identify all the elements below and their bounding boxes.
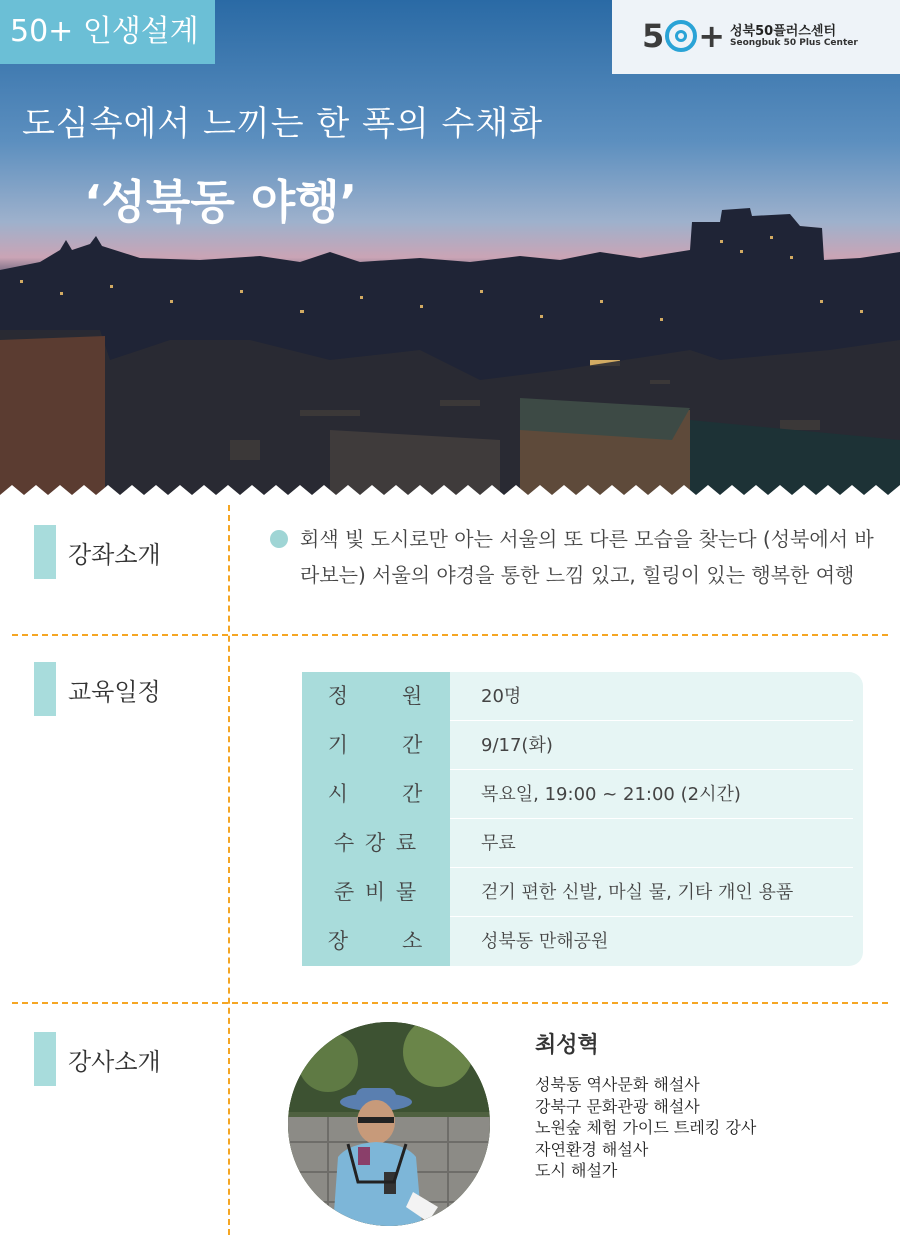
row-key: 수 강 료 <box>302 819 450 868</box>
row-key: 정 원 <box>302 672 450 721</box>
table-row <box>302 917 863 966</box>
bullet-icon <box>270 530 288 548</box>
list-item: 도시 해설가 <box>535 1161 618 1180</box>
target-icon <box>665 20 697 52</box>
table-row <box>302 819 863 868</box>
list-item: 강북구 문화관광 해설사 <box>535 1096 700 1116</box>
instructor-roles <box>535 1074 756 1182</box>
intro-text-block <box>270 521 890 593</box>
logo-mark: 5 + <box>642 17 726 55</box>
row-value: 무료 <box>481 833 516 854</box>
list-item: 성북동 역사문화 해설사 <box>535 1075 700 1094</box>
logo-subtitle: Seongbuk 50 Plus Center <box>730 38 858 48</box>
section-divider <box>12 634 888 636</box>
row-key: 시 간 <box>302 770 450 819</box>
section-label-text: 강좌소개 <box>68 541 161 569</box>
instructor-photo <box>288 1022 490 1226</box>
schedule-table <box>302 672 863 966</box>
label-bar <box>34 525 56 579</box>
logo-title: 성북50플러스센터 <box>730 24 836 39</box>
list-item: 노원숲 체험 가이드 트레킹 강사 <box>535 1118 757 1137</box>
table-row <box>302 770 863 819</box>
row-key: 준 비 물 <box>302 868 450 917</box>
hero-banner <box>0 0 900 505</box>
row-value: 걷기 편한 신발, 마실 물, 기타 개인 용품 <box>481 882 794 903</box>
section-label-text: 강사소개 <box>68 1048 161 1076</box>
table-row <box>302 868 863 917</box>
row-value: 20명 <box>481 686 522 707</box>
instructor-name: 최성혁 <box>535 1033 599 1058</box>
row-key: 장 소 <box>302 917 450 966</box>
page-title: 도심속에서 느끼는 한 폭의 수채화 <box>22 104 544 144</box>
row-value: 9/17(화) <box>481 735 553 756</box>
vertical-divider <box>228 505 230 1235</box>
section-divider <box>12 1002 888 1004</box>
center-logo <box>612 0 900 74</box>
page-subtitle: ‘성북동 야행’ <box>84 175 358 229</box>
label-bar <box>34 662 56 716</box>
row-value: 목요일, 19:00 ~ 21:00 (2시간) <box>481 784 741 805</box>
instructor-portrait-image <box>288 1022 490 1226</box>
row-value: 성북동 만해공원 <box>481 931 609 952</box>
intro-text: 회색 빛 도시로만 아는 서울의 또 다른 모습을 찾는다 (성북에서 바라보는) 서울의 야경을 통한 느낌 있고, 힐링이 있는 행복한 여행 <box>300 527 874 587</box>
night-city-image <box>0 0 900 505</box>
label-bar <box>34 1032 56 1086</box>
table-row <box>302 672 863 721</box>
row-key: 기 간 <box>302 721 450 770</box>
section-label-text: 교육일정 <box>68 678 161 706</box>
list-item: 자연환경 해설사 <box>535 1139 649 1159</box>
table-row <box>302 721 863 770</box>
program-tag: 50+ 인생설계 <box>0 0 215 64</box>
